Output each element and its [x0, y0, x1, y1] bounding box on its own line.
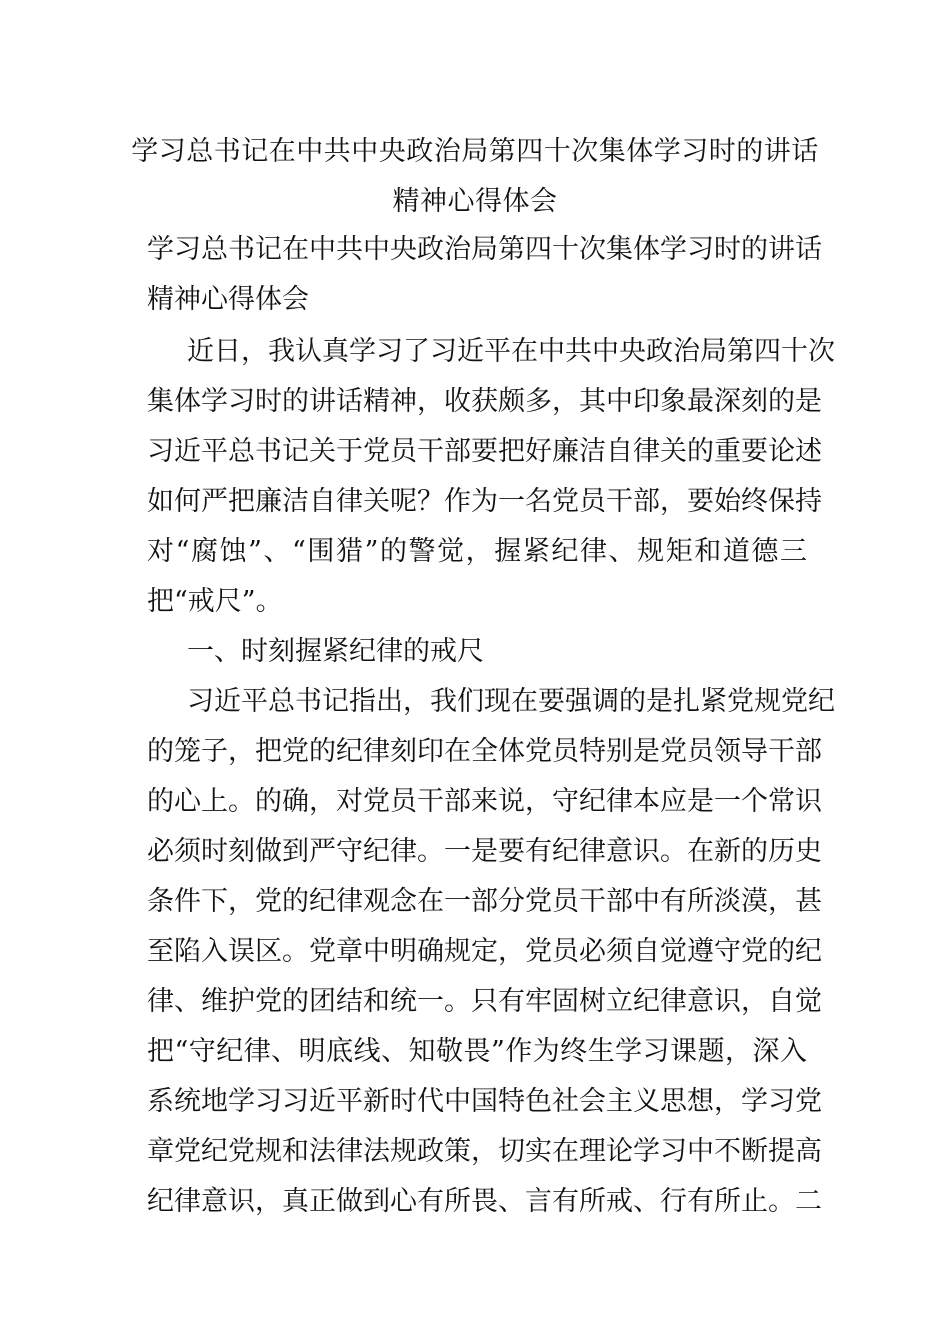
- paragraph-line: 习近平总书记指出，我们现在要强调的是扎紧党规党纪: [187, 686, 835, 717]
- paragraph-line: 对“腐蚀”、“围猎”的警觉，握紧纪律、规矩和道德三: [147, 536, 807, 567]
- paragraph-line: 近日，我认真学习了习近平在中共中央政治局第四十次: [187, 336, 835, 367]
- paragraph-line: 章党纪党规和法律法规政策，切实在理论学习中不断提高: [147, 1136, 822, 1167]
- document-title-line-2: 精神心得体会: [392, 186, 558, 217]
- paragraph-line: 习近平总书记关于党员干部要把好廉洁自律关的重要论述: [147, 436, 822, 467]
- paragraph-line: 的笼子，把党的纪律刻印在全体党员特别是党员领导干部: [147, 736, 822, 767]
- paragraph-line: 集体学习时的讲话精神，收获颇多，其中印象最深刻的是: [147, 386, 822, 417]
- paragraph-line: 如何严把廉洁自律关呢？作为一名党员干部，要始终保持: [147, 486, 822, 517]
- paragraph-line: 律、维护党的团结和统一。只有牢固树立纪律意识，自觉: [147, 986, 822, 1017]
- paragraph-line: 至陷入误区。党章中明确规定，党员必须自觉遵守党的纪: [147, 936, 822, 967]
- section-heading: 一、时刻握紧纪律的戒尺: [187, 636, 484, 667]
- paragraph-line: 把“守纪律、明底线、知敬畏”作为终生学习课题，深入: [147, 1036, 807, 1067]
- document-title-line-1: 学习总书记在中共中央政治局第四十次集体学习时的讲话: [131, 136, 819, 167]
- paragraph-line: 把“戒尺”。: [147, 586, 283, 617]
- paragraph-line: 纪律意识，真正做到心有所畏、言有所戒、行有所止。二: [147, 1186, 822, 1217]
- paragraph-line: 必须时刻做到严守纪律。一是要有纪律意识。在新的历史: [147, 836, 822, 867]
- paragraph-line: 的心上。的确，对党员干部来说，守纪律本应是一个常识: [147, 786, 822, 817]
- heading-line: 精神心得体会: [147, 284, 309, 315]
- paragraph-line: 系统地学习习近平新时代中国特色社会主义思想，学习党: [147, 1086, 822, 1117]
- paragraph-line: 条件下，党的纪律观念在一部分党员干部中有所淡漠，甚: [147, 886, 822, 917]
- heading-line: 学习总书记在中共中央政治局第四十次集体学习时的讲话: [147, 234, 822, 265]
